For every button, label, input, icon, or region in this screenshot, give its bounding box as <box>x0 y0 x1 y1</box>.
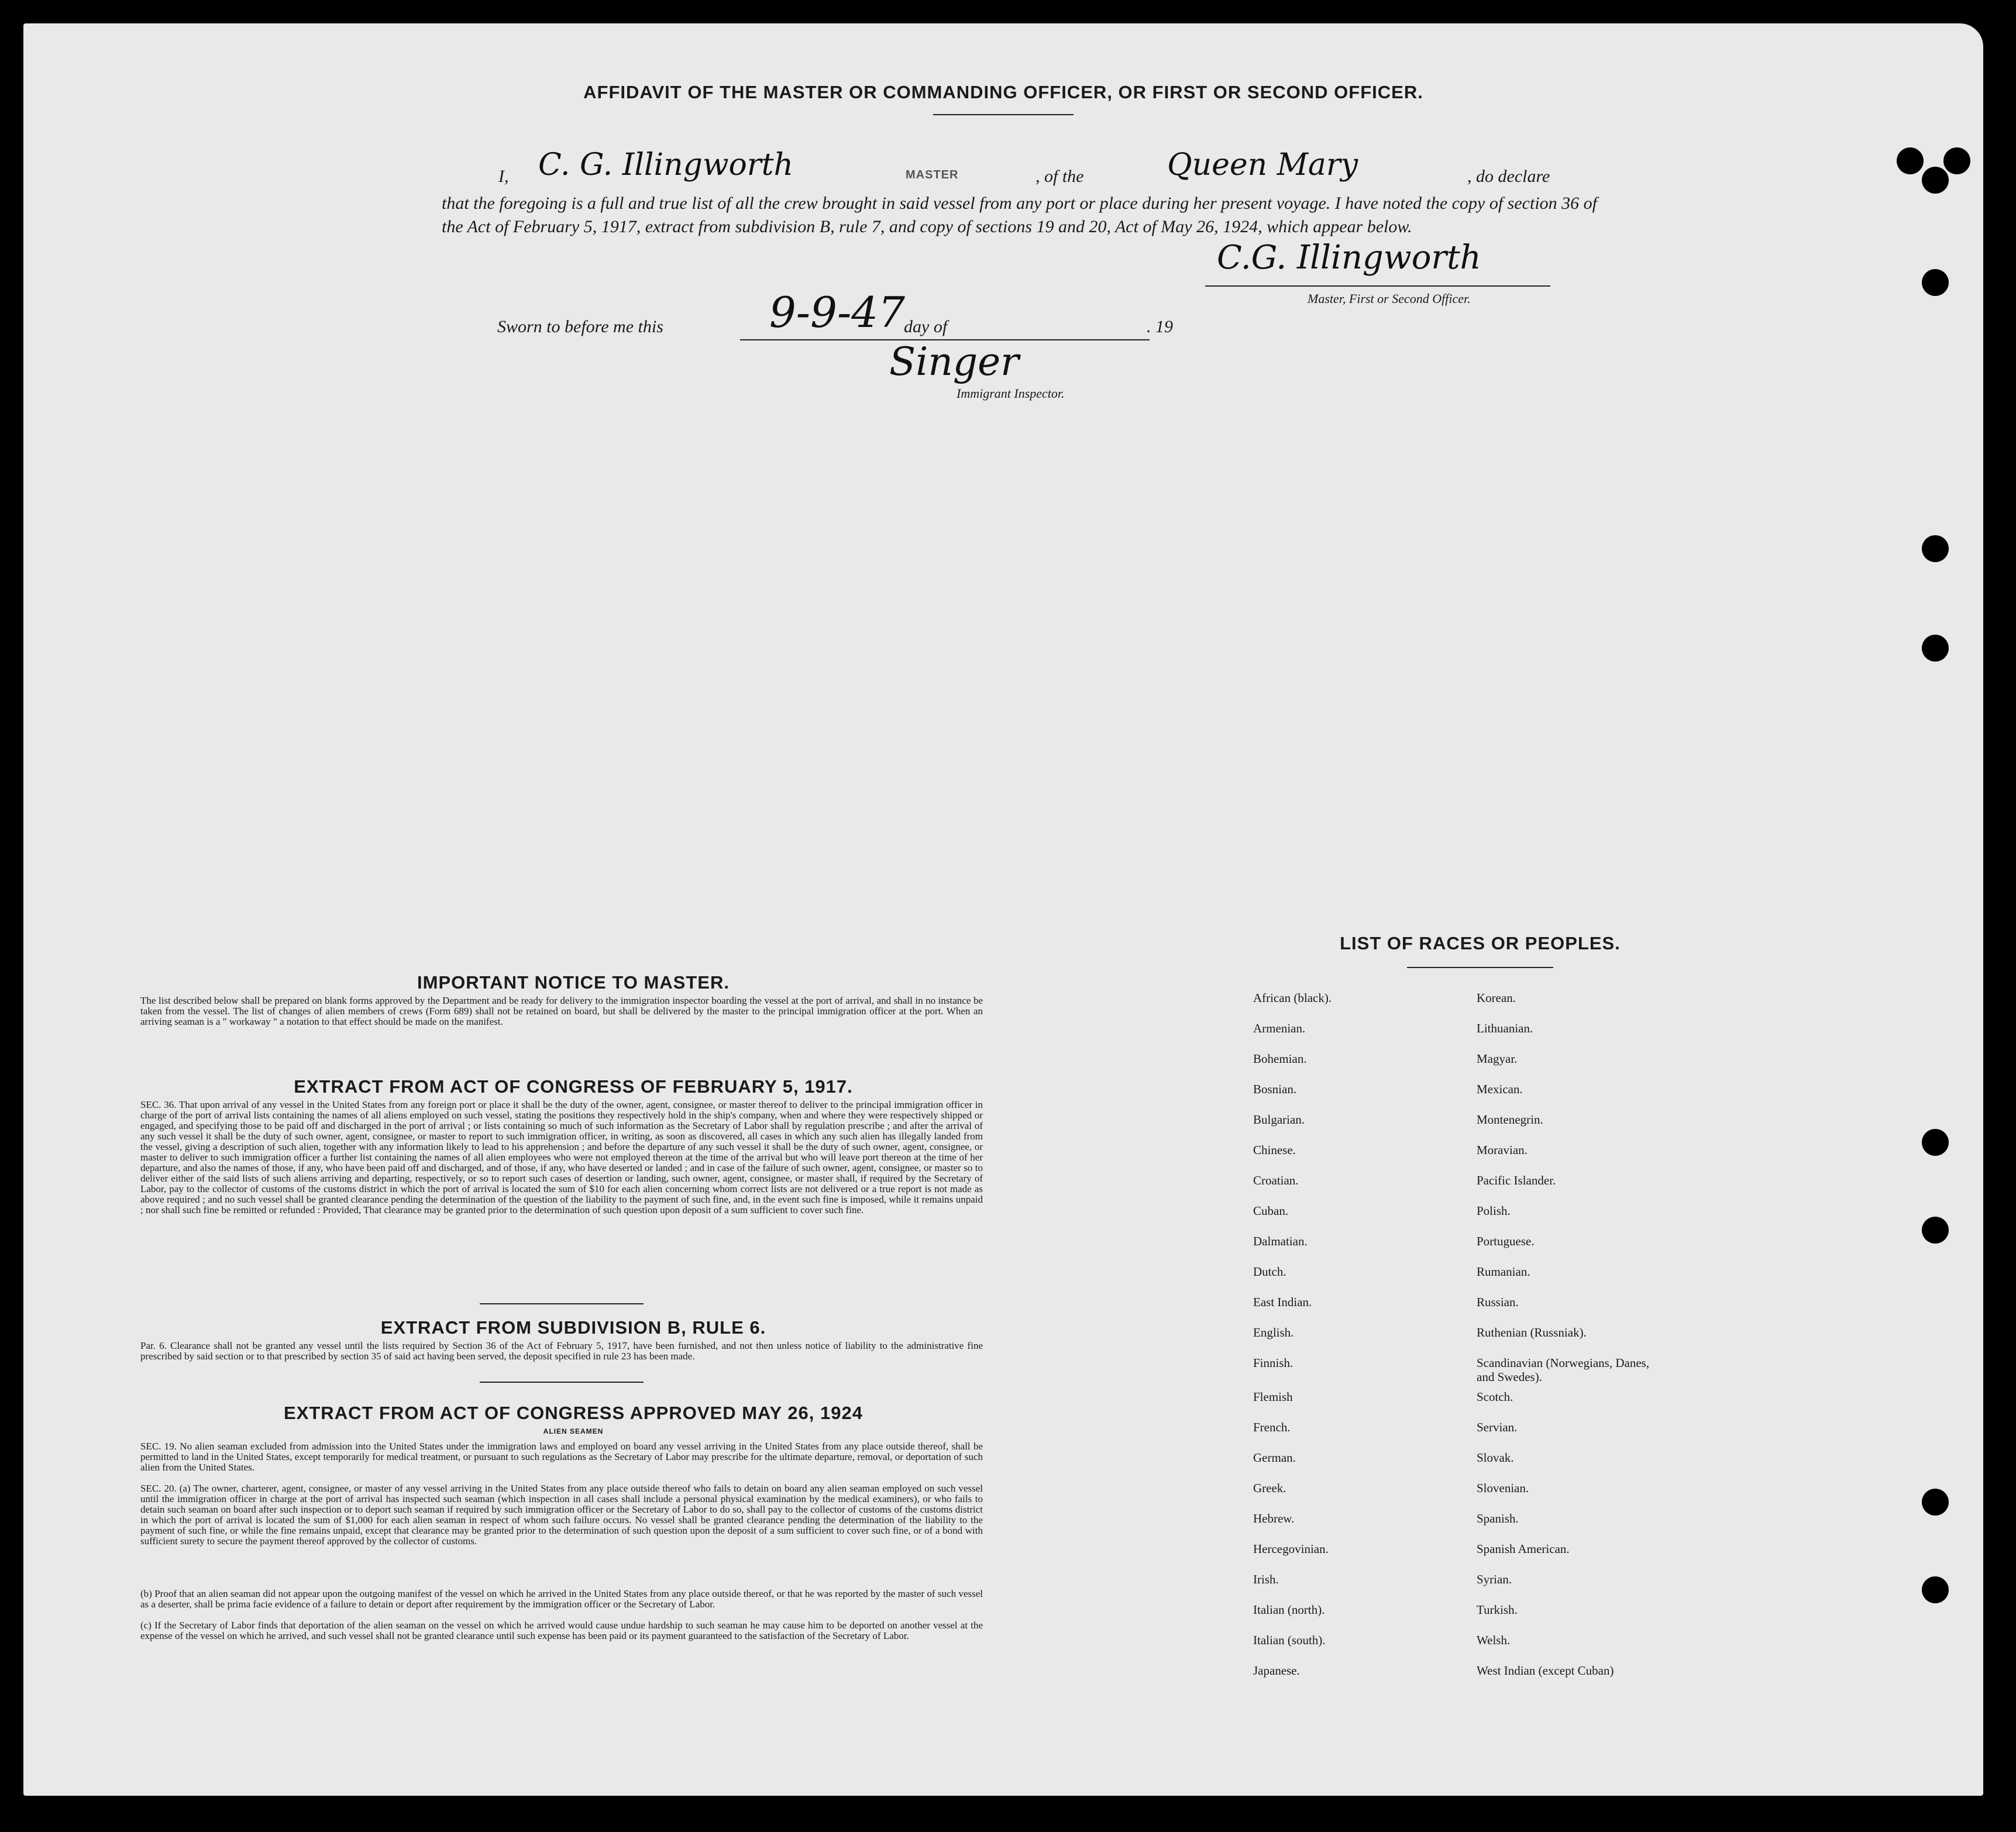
affidavit-pronoun: I, <box>498 167 509 186</box>
binder-hole <box>1922 535 1949 562</box>
race-item: Slovak. <box>1477 1451 1514 1465</box>
binder-hole <box>1922 635 1949 662</box>
day-of-label: day of <box>904 317 948 336</box>
title-divider <box>933 114 1074 115</box>
binder-hole <box>1922 167 1949 194</box>
race-item: Bulgarian. <box>1253 1113 1305 1127</box>
race-item: Finnish. <box>1253 1356 1293 1370</box>
extract-rule6-title: EXTRACT FROM SUBDIVISION B, RULE 6. <box>380 1317 766 1338</box>
inspector-signature: Singer <box>889 339 1019 384</box>
race-item: Armenian. <box>1253 1021 1306 1035</box>
race-item: Italian (north). <box>1253 1603 1325 1617</box>
affidavit-body: that the foregoing is a full and true list of all the crew brought in said vessel from any port or place during her present voyage. I have noted the copy of section 36 of the Act of February 5, 1917, extract from subdivision B, rule 7, and copy of sections 19 and 20, Act of May 26, 1924, which appear below. <box>442 194 1597 236</box>
binder-hole <box>1943 147 1970 174</box>
race-item: Mexican. <box>1477 1082 1523 1096</box>
race-item: West Indian (except Cuban) <box>1477 1664 1614 1678</box>
race-item: Welsh. <box>1477 1633 1511 1647</box>
vessel-name-handwritten: Queen Mary <box>1167 147 1358 182</box>
rank-printed: MASTER <box>906 168 959 181</box>
section-divider <box>480 1303 644 1304</box>
race-item: Flemish <box>1253 1390 1293 1404</box>
document-page <box>23 23 1983 1796</box>
race-item: Cuban. <box>1253 1204 1289 1218</box>
extract-1924-subtitle: ALIEN SEAMEN <box>543 1427 604 1435</box>
races-divider <box>1407 967 1553 968</box>
race-item: German. <box>1253 1451 1296 1465</box>
inspector-caption: Immigrant Inspector. <box>957 386 1065 401</box>
binder-hole <box>1922 269 1949 296</box>
master-name-handwritten: C. G. Illingworth <box>538 147 794 182</box>
extract-1924-sec20c: (c) If the Secretary of Labor finds that deportation of the alien seaman on the vessel on which he arrived would cause undue hardship to such seaman he may cause him to be deported on another vessel at the expense of the vessel on which he arrived, and such vessel shall not be granted clearance until such expense has been paid or its payment guaranteed to the satisfaction of the Secretary of Labor. <box>140 1620 983 1641</box>
race-item: Dalmatian. <box>1253 1234 1308 1248</box>
race-item: Polish. <box>1477 1204 1511 1218</box>
notice-text: The list described below shall be prepared on blank forms approved by the Department and be ready for delivery to the immigration inspector boarding the vessel at the port of arrival, and shall in no instance be taken from the vessel. The list of changes of alien members of crews (Form 689) shall not be retained on board, but shall be delivered by the master to the principal immigration officer at the port. When an arriving seaman is a " workaway " a notation to that effect should be made on the manifest. <box>140 995 983 1027</box>
signature-caption: Master, First or Second Officer. <box>1308 291 1471 306</box>
race-item: Scotch. <box>1477 1390 1513 1404</box>
race-item: Portuguese. <box>1477 1234 1535 1248</box>
race-item: Montenegrin. <box>1477 1113 1543 1127</box>
master-signature: C.G. Illingworth <box>1217 239 1481 277</box>
race-item: Magyar. <box>1477 1052 1518 1066</box>
binder-hole <box>1922 1489 1949 1516</box>
race-item: Lithuanian. <box>1477 1021 1533 1035</box>
extract-rule6-text: Par. 6. Clearance shall not be granted any vessel until the lists required by Section 36 of the Act of February 5, 1917, have been furnished, and not then unless notice of liability to the administrative fine prescribed by said section or to that prescribed by section 35 of said act having been served, the deposit specified in rule 23 has been made. <box>140 1340 983 1362</box>
extract-1924-title: EXTRACT FROM ACT OF CONGRESS APPROVED MAY 26, 1924 <box>284 1403 863 1423</box>
extract-1917-text: SEC. 36. That upon arrival of any vessel in the United States from any foreign port or place it shall be the duty of the owner, agent, consignee, or master thereof to deliver to the principal immigration officer in charge of the port of arrival lists containing the names of all aliens employed on such vessel, stating the positions they respectively hold in the ship's company, when and where they were respectively shipped or engaged, and specifying those to be paid off and discharged in the port of arrival ; or lists containing so much of such information as the Secretary of Labor shall by regulation prescribe ; and after the arrival of any such vessel it shall be the duty of such owner, agent, consignee, or master to report to such immigration officer, in writing, as soon as discovered, all cases in which any such alien has illegally landed from the vessel, giving a description of such alien, together with any information likely to lead to his apprehension ; and before the departure of any such vessel it shall be the duty of such owner, agent, consignee, or master to deliver to such immigration officer a further list containing the names of all alien employees who were not employed thereon at the time of the arrival but who will leave port thereon at the time of her departure, and also the names of those, if any, who have been paid off and discharged, and of those, if any, who have deserted or landed ; and in case of the failure of such owner, agent, consignee, or master so to deliver either of the said lists of such aliens arriving and departing, respectively, or so to report such cases of desertion or landing, such owner, agent, consignee, or master shall, if required by the Secretary of Labor, pay to the collector of customs of the customs district in which the port of arrival is located the sum of $10 for each alien concerning whom correct lists are not delivered or a true report is not made as above required ; and no such vessel shall be granted clearance pending the determination of the question of the liability to the payment of such fine, and, in the event such fine is imposed, while it remains unpaid ; nor shall such fine be remitted or refunded : Provided, That clearance may be granted prior to the determination of such question upon deposit of a sum sufficient to cover such fine. <box>140 1099 983 1215</box>
race-item: Turkish. <box>1477 1603 1518 1617</box>
race-item: Dutch. <box>1253 1265 1286 1279</box>
race-item: African (black). <box>1253 991 1332 1005</box>
extract-1924-sec20b: (b) Proof that an alien seaman did not appear upon the outgoing manifest of the vessel on which he arrived in the United States from any place outside thereof, or that he was reported by the master of such vessel as a deserter, shall be prima facie evidence of a failure to detain or deport after requirement by the immigration officer or the Secretary of Labor. <box>140 1588 983 1610</box>
race-item: Russian. <box>1477 1295 1519 1309</box>
extract-1917-title: EXTRACT FROM ACT OF CONGRESS OF FEBRUARY 5, 1917. <box>294 1076 853 1097</box>
binder-hole <box>1922 1576 1949 1603</box>
binder-hole <box>1897 147 1924 174</box>
race-item: Italian (south). <box>1253 1633 1326 1647</box>
race-item: Chinese. <box>1253 1143 1296 1157</box>
race-item: Bohemian. <box>1253 1052 1307 1066</box>
race-item: Spanish. <box>1477 1511 1519 1525</box>
race-item: Slovenian. <box>1477 1481 1529 1495</box>
race-item: East Indian. <box>1253 1295 1312 1309</box>
section-divider <box>480 1382 644 1383</box>
sworn-label: Sworn to before me this <box>497 317 663 336</box>
race-item: Spanish American. <box>1477 1542 1570 1556</box>
race-item: Japanese. <box>1253 1664 1300 1678</box>
race-item: French. <box>1253 1420 1291 1434</box>
race-item: Servian. <box>1477 1420 1518 1434</box>
race-item: Scandinavian (Norwegians, Danes, and Swedes). <box>1477 1356 1650 1384</box>
race-item: Hercegovinian. <box>1253 1542 1329 1556</box>
race-item: Syrian. <box>1477 1572 1512 1586</box>
race-item: Hebrew. <box>1253 1511 1295 1525</box>
signature-line <box>1205 285 1550 287</box>
affidavit-title: AFFIDAVIT OF THE MASTER OR COMMANDING OFFICER, OR FIRST OR SECOND OFFICER. <box>583 82 1423 102</box>
race-item: Croatian. <box>1253 1173 1299 1187</box>
race-item: Irish. <box>1253 1572 1279 1586</box>
of-the-label: , of the <box>1035 167 1084 186</box>
do-declare-label: , do declare <box>1467 167 1550 186</box>
extract-1924-sec20a: SEC. 20. (a) The owner, charterer, agent, consignee, or master of any vessel arriving in the United States from any place outside thereof who fails to detain on board any alien seaman employed on such vessel until the immigration officer in charge at the port of arrival has inspected such seaman (which inspection in all cases shall include a personal physical examination by the medical examiners), or who fails to detain such seaman on board after such inspection or to deport such seaman if required by such immigration officer or the Secretary of Labor to do so, shall pay to the collector of customs of the customs district in which the port of arrival is located the sum of $1,000 for each alien seaman in respect of whom such failure occurs. No vessel shall be granted clearance pending the determination of the liability to the payment of such fine, or while the fine remains unpaid, except that clearance may be granted prior to the determination of such question upon the deposit of a sum sufficient to cover such fine, or of a bond with sufficient surety to secure the payment thereof approved by the collector of customs. <box>140 1483 983 1547</box>
binder-hole <box>1922 1217 1949 1244</box>
race-item: Pacific Islander. <box>1477 1173 1556 1187</box>
race-item: Greek. <box>1253 1481 1286 1495</box>
race-item: Korean. <box>1477 991 1516 1005</box>
race-item: Rumanian. <box>1477 1265 1530 1279</box>
extract-1924-sec19: SEC. 19. No alien seaman excluded from admission into the United States under the immigration laws and employed on board any vessel arriving in the United States from any place outside thereof, shall be permitted to land in the United States, except temporarily for medical treatment, or pursuant to such regulations as the Secretary of Labor may prescribe for the ultimate departure, removal, or deportation of such alien from the United States. <box>140 1441 983 1473</box>
race-item: Moravian. <box>1477 1143 1528 1157</box>
race-item: Bosnian. <box>1253 1082 1297 1096</box>
notice-title: IMPORTANT NOTICE TO MASTER. <box>417 972 730 993</box>
races-title: LIST OF RACES OR PEOPLES. <box>1340 933 1621 953</box>
binder-hole <box>1922 1129 1949 1156</box>
race-item: English. <box>1253 1325 1294 1339</box>
year-prefix: . 19 <box>1147 317 1173 336</box>
race-item: Ruthenian (Russniak). <box>1477 1325 1587 1339</box>
sworn-date-handwritten: 9-9-47 <box>769 288 905 337</box>
